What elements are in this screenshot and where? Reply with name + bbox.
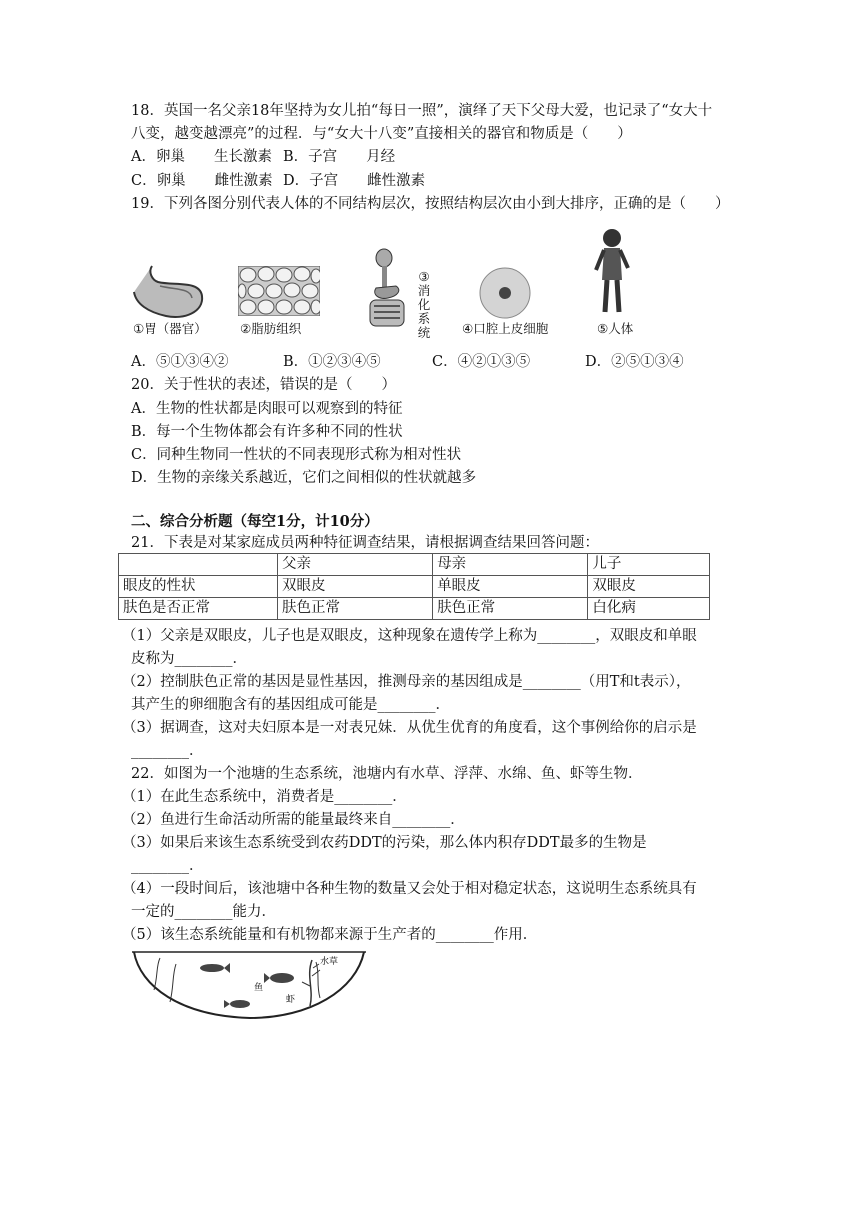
q19-stem: 19．下列各图分别代表人体的不同结构层次，按照结构层次由小到大排序，正确的是（ ） [131,196,730,212]
q18-option-a: A．卵巢 生长激素 [131,149,272,165]
q20-option-b: B．每一个生物体都会有许多种不同的性状 [131,424,403,440]
table-header-cell: 儿子 [588,554,710,576]
q21-part3-line2: ________． [131,743,204,759]
digestive-system-caption: ③消化系统 [417,269,431,340]
q19-option-a: A．⑤①③④② [131,354,229,370]
q22-part1: （1）在此生态系统中，消费者是________． [122,789,407,805]
q22-part3-line2: ________． [131,858,204,874]
table-cell: 双眼皮 [278,576,433,598]
table-header-cell: 母亲 [433,554,588,576]
q22-part3-line1: （3）如果后来该生态系统受到农药DDT的污染，那么体内积存DDT最多的生物是 [122,835,647,851]
table-header-row [119,554,710,576]
q22-stem: 22．如图为一个池塘的生态系统，池塘内有水草、浮萍、水绵、鱼、虾等生物． [131,766,643,782]
table-cell: 肤色是否正常 [119,598,278,620]
q21-part1-line2: 皮称为________． [131,651,247,667]
q20-option-c: C．同种生物同一性状的不同表现形式称为相对性状 [131,447,462,463]
q20-option-a: A．生物的性状都是肉眼可以观察到的特征 [131,401,403,417]
table-cell: 肤色正常 [278,598,433,620]
q22-part4-line1: （4）一段时间后，该池塘中各种生物的数量又会处于相对稳定状态，这说明生态系统具有 [122,881,697,897]
fat-tissue-caption: ②脂肪组织 [240,321,302,336]
oral-epithelial-cell-image [475,266,535,320]
fat-tissue-image [238,266,320,316]
q18-stem-line2: 八变，越变越漂亮”的过程．与“女大十八变”直接相关的器官和物质是（ ） [131,126,632,142]
table-row [119,576,710,598]
q20-stem: 20．关于性状的表述，错误的是（ ） [131,377,396,393]
q19-option-c: C．④②①③⑤ [432,354,531,370]
pond-label-weed: 水草 [320,957,339,967]
q18-stem-line1: 18．英国一名父亲18年坚持为女儿拍“每日一照”，演绎了天下父母大爱，也记录了“女大十 [131,103,713,119]
human-body-image [592,226,632,318]
digestive-system-image [362,248,412,336]
oral-epithelial-cell-caption: ④口腔上皮细胞 [462,321,549,336]
q22-part4-line2: 一定的________能力． [131,904,276,920]
q21-part3-line1: （3）据调查，这对夫妇原本是一对表兄妹．从优生优育的角度看，这个事例给你的启示是 [122,720,697,736]
table-row [119,598,710,620]
table-cell: 双眼皮 [588,576,710,598]
q20-option-d: D．生物的亲缘关系越近，它们之间相似的性状就越多 [131,470,477,486]
table-cell: 肤色正常 [433,598,588,620]
q21-part2-line1: （2）控制肤色正常的基因是显性基因，推测母亲的基因组成是________（用T和t表示）， [122,674,691,690]
q18-option-c: C．卵巢 雌性激素 [131,173,273,189]
pond-ecosystem-image [130,946,370,1026]
q21-part2-line2: 其产生的卵细胞含有的基因组成可能是________． [131,697,450,713]
q22-part2: （2）鱼进行生命活动所需的能量最终来自________． [122,812,465,828]
stomach-caption: ①胃（器官） [133,321,207,336]
q19-option-d: D．②⑤①③④ [585,354,684,370]
table-header-cell [119,554,278,576]
table-cell: 单眼皮 [433,576,588,598]
pond-label-shrimp: 虾 [286,995,296,1005]
survey-table [118,553,710,620]
human-body-caption: ⑤人体 [597,321,634,336]
table-cell: 眼皮的性状 [119,576,278,598]
section2-title: 二、综合分析题（每空1分，计10分） [131,513,379,530]
table-cell: 白化病 [588,598,710,620]
q21-part1-line1: （1）父亲是双眼皮，儿子也是双眼皮，这种现象在遗传学上称为________，双眼皮和单眼 [122,628,697,644]
q19-option-b: B．①②③④⑤ [283,354,381,370]
q21-stem: 21．下表是对某家庭成员两种特征调查结果，请根据调查结果回答问题： [131,535,599,551]
table-header-cell: 父亲 [278,554,433,576]
q18-option-d: D．子宫 雌性激素 [283,173,426,189]
stomach-image [130,262,210,322]
q18-option-b: B．子宫 月经 [283,149,396,165]
q22-part5: （5）该生态系统能量和有机物都来源于生产者的________作用． [122,927,538,943]
pond-label-fish: 鱼 [254,983,264,993]
